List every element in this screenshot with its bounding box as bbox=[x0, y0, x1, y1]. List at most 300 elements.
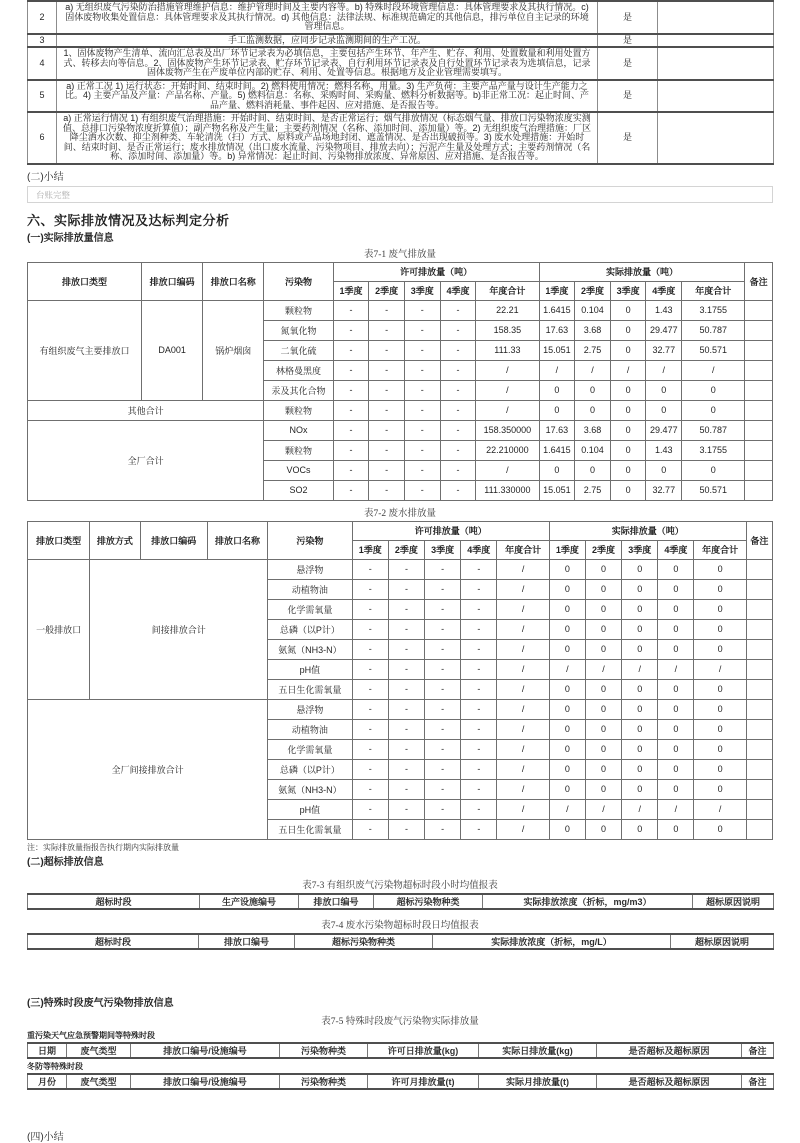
actual-value-cell: 3.68 bbox=[575, 420, 611, 440]
permitted-value-cell: - bbox=[425, 719, 461, 739]
header-outlet-name: 排放口名称 bbox=[207, 521, 267, 559]
permitted-value-cell: - bbox=[461, 559, 497, 579]
pollutant-cell: 动植物油 bbox=[268, 579, 352, 599]
permitted-value-cell: - bbox=[369, 400, 405, 420]
actual-value-cell: 0 bbox=[658, 779, 694, 799]
permitted-value-cell: - bbox=[404, 320, 440, 340]
summary-2-field: 台账完整 bbox=[27, 186, 773, 203]
actual-value-cell: 0 bbox=[694, 719, 746, 739]
permitted-value-cell: - bbox=[388, 659, 424, 679]
pollutant-cell: 总磷（以P计） bbox=[268, 619, 352, 639]
column-header: 超标污染物种类 bbox=[295, 934, 433, 949]
column-header: 2季度 bbox=[575, 281, 611, 300]
header-discharge-mode: 排放方式 bbox=[90, 521, 140, 559]
row-number: 6 bbox=[28, 112, 57, 164]
permitted-value-cell: / bbox=[497, 819, 549, 839]
column-header: 3季度 bbox=[425, 540, 461, 559]
permitted-value-cell: / bbox=[476, 360, 539, 380]
remark-cell bbox=[745, 400, 773, 420]
requirement-text: 1、固体废物产生清单、流向汇总表及出厂环节记录表为必填信息，主要包括产生环节、年产生、贮存、利用、处置数量和利用处置方式、转移去向等信息。2、固体废物产生环节记录表、贮存环节记录表、自行利用环节记录表及自行处置环节记录表为选填信息，记录固体废物产生在产废单位内部的贮存、利用、处置等信息。根据地方及企业管理需要填写。 bbox=[57, 47, 598, 80]
column-header: 实际排放浓度（折标，mg/m3） bbox=[483, 894, 693, 909]
table-7-1-gas-emissions bbox=[27, 262, 773, 501]
column-header: 1季度 bbox=[333, 281, 369, 300]
header-outlet-code: 排放口编码 bbox=[140, 521, 207, 559]
actual-value-cell: 29.477 bbox=[646, 320, 682, 340]
column-header: 4季度 bbox=[646, 281, 682, 300]
remark-cell bbox=[658, 47, 774, 80]
actual-value-cell: 0 bbox=[622, 619, 658, 639]
column-header: 日期 bbox=[28, 1043, 67, 1058]
pollutant-cell: 林格曼黑度 bbox=[264, 360, 333, 380]
actual-value-cell: 15.051 bbox=[539, 480, 575, 500]
actual-value-cell: / bbox=[694, 659, 746, 679]
permitted-value-cell: - bbox=[461, 739, 497, 759]
actual-value-cell: 0 bbox=[549, 559, 585, 579]
table-row bbox=[28, 300, 773, 320]
header-pollutant: 污染物 bbox=[264, 262, 333, 300]
table-7-3-caption: 表7-3 有组织废气污染物超标时段小时均值报表 bbox=[302, 880, 498, 891]
actual-value-cell: / bbox=[585, 659, 621, 679]
actual-value-cell: 0 bbox=[575, 380, 611, 400]
table-header-row bbox=[28, 521, 773, 540]
remark-cell bbox=[746, 779, 772, 799]
permitted-value-cell: / bbox=[497, 679, 549, 699]
permitted-value-cell: - bbox=[404, 460, 440, 480]
header-actual-amount: 实际排放量（吨） bbox=[549, 521, 746, 540]
pollutant-cell: 五日生化需氧量 bbox=[268, 819, 352, 839]
permitted-value-cell: - bbox=[333, 480, 369, 500]
permitted-value-cell: - bbox=[404, 440, 440, 460]
permitted-value-cell: 22.21 bbox=[476, 300, 539, 320]
header-outlet-type: 排放口类型 bbox=[28, 262, 142, 300]
table-7-2-water-emissions bbox=[27, 521, 773, 840]
permitted-value-cell: - bbox=[461, 719, 497, 739]
column-header: 4季度 bbox=[461, 540, 497, 559]
actual-value-cell: 3.1755 bbox=[682, 440, 745, 460]
remark-cell bbox=[746, 599, 772, 619]
column-header: 年度合计 bbox=[497, 540, 549, 559]
actual-value-cell: 0 bbox=[622, 699, 658, 719]
remark-cell bbox=[746, 819, 772, 839]
permitted-value-cell: - bbox=[425, 619, 461, 639]
actual-value-cell: 0 bbox=[622, 739, 658, 759]
actual-value-cell: 0 bbox=[539, 460, 575, 480]
actual-value-cell: 0 bbox=[575, 400, 611, 420]
column-header: 生产设施编号 bbox=[200, 894, 299, 909]
compliance-flag: 是 bbox=[598, 1, 658, 34]
actual-value-cell: 1.6415 bbox=[539, 300, 575, 320]
remark-cell bbox=[745, 300, 773, 320]
actual-value-cell: 0 bbox=[549, 719, 585, 739]
permitted-value-cell: 22.210000 bbox=[476, 440, 539, 460]
column-header: 备注 bbox=[742, 1074, 774, 1089]
requirement-text: a) 正常运行情况 1) 有组织废气治理措施：开始时间、结束时间、是否正常运行；烟气排放情况（标态烟气量、排放口污染物浓度实测值、总排口污染物浓度折算值）；副产物名称及产生量；主要药剂情况（名称、添加时间、添加量）等。2) 无组织废气治理措施：厂区降尘洒水次数、抑尘剂种类、车轮清洗（扫）方式、原料或产品场地封闭、遮盖情况、是否出现破损等。3) 废水处理措施：开始时间、结束时间、是否正常运行；废水排放情况（出口废水流量、污染物项目、排放去向）；污泥产生量及处理方式；主要药剂情况（名称、添加时间、添加量）等。b) 异常情况：起止时间、污染物排放浓度、异常原因、应对措施、是否报告等。 bbox=[57, 112, 598, 164]
pollutant-cell: SO2 bbox=[264, 480, 333, 500]
permitted-value-cell: - bbox=[369, 440, 405, 460]
permitted-value-cell: - bbox=[425, 819, 461, 839]
column-header: 废气类型 bbox=[67, 1074, 131, 1089]
column-header: 排放口编号 bbox=[299, 894, 374, 909]
outlet-cell: 间接排放合计 bbox=[90, 559, 268, 699]
permitted-value-cell: - bbox=[333, 300, 369, 320]
actual-value-cell: 3.68 bbox=[575, 320, 611, 340]
table-7-5-winter-period bbox=[27, 1073, 774, 1090]
header-remark: 备注 bbox=[745, 262, 773, 300]
column-header: 1季度 bbox=[539, 281, 575, 300]
actual-value-cell: / bbox=[575, 360, 611, 380]
actual-value-cell: 1.6415 bbox=[539, 440, 575, 460]
permitted-value-cell: - bbox=[425, 659, 461, 679]
permitted-value-cell: - bbox=[425, 679, 461, 699]
permitted-value-cell: - bbox=[404, 380, 440, 400]
actual-value-cell: 0 bbox=[622, 639, 658, 659]
permitted-value-cell: - bbox=[461, 779, 497, 799]
actual-value-cell: / bbox=[610, 360, 646, 380]
actual-value-cell: 0 bbox=[610, 460, 646, 480]
heavy-pollution-period-label: 重污染天气应急预警期间等特殊时段 bbox=[27, 1030, 155, 1040]
actual-value-cell: / bbox=[646, 360, 682, 380]
table-row bbox=[28, 559, 773, 579]
column-header: 排放口编号/设施编号 bbox=[131, 1043, 280, 1058]
actual-value-cell: / bbox=[694, 799, 746, 819]
actual-value-cell: 0 bbox=[610, 400, 646, 420]
actual-value-cell: 0 bbox=[622, 579, 658, 599]
permitted-value-cell: - bbox=[461, 619, 497, 639]
actual-value-cell: 0 bbox=[610, 300, 646, 320]
table-header-row bbox=[28, 262, 773, 281]
actual-value-cell: 32.77 bbox=[646, 340, 682, 360]
pollutant-cell: NOx bbox=[264, 420, 333, 440]
permitted-value-cell: - bbox=[352, 779, 388, 799]
actual-value-cell: 0 bbox=[549, 599, 585, 619]
header-outlet-type: 排放口类型 bbox=[28, 521, 90, 559]
permitted-value-cell: - bbox=[461, 579, 497, 599]
summary-4-heading: (四)小结 bbox=[27, 1131, 64, 1143]
pollutant-cell: 动植物油 bbox=[268, 719, 352, 739]
permitted-value-cell: - bbox=[352, 639, 388, 659]
permitted-value-cell: - bbox=[404, 420, 440, 440]
header-actual-amount: 实际排放量（吨） bbox=[539, 262, 745, 281]
permitted-value-cell: - bbox=[369, 300, 405, 320]
actual-value-cell: 0 bbox=[585, 579, 621, 599]
actual-value-cell: 0 bbox=[585, 719, 621, 739]
remark-cell bbox=[746, 659, 772, 679]
table-7-3-gas-exceedance bbox=[27, 893, 774, 910]
ledger-row bbox=[28, 1, 774, 34]
permitted-value-cell: / bbox=[476, 460, 539, 480]
outlet-cell: 有组织废气主要排放口 bbox=[28, 300, 142, 400]
permitted-value-cell: - bbox=[440, 420, 476, 440]
ledger-row bbox=[28, 34, 774, 48]
permitted-value-cell: - bbox=[388, 619, 424, 639]
permitted-value-cell: - bbox=[369, 380, 405, 400]
permitted-value-cell: - bbox=[440, 300, 476, 320]
remark-cell bbox=[745, 460, 773, 480]
actual-value-cell: 0 bbox=[585, 699, 621, 719]
actual-value-cell: 0 bbox=[585, 679, 621, 699]
actual-value-cell: 0 bbox=[610, 320, 646, 340]
actual-value-cell: 0 bbox=[585, 639, 621, 659]
actual-value-cell: 0 bbox=[646, 460, 682, 480]
remark-cell bbox=[746, 639, 772, 659]
permitted-value-cell: - bbox=[461, 759, 497, 779]
actual-value-cell: 0 bbox=[682, 400, 745, 420]
actual-value-cell: 0 bbox=[610, 440, 646, 460]
subsection-exceedance: (二)超标排放信息 bbox=[27, 856, 104, 868]
permitted-value-cell: / bbox=[497, 739, 549, 759]
actual-value-cell: 0 bbox=[682, 380, 745, 400]
permitted-value-cell: - bbox=[388, 779, 424, 799]
column-header: 排放口编号 bbox=[199, 934, 295, 949]
permitted-value-cell: - bbox=[369, 340, 405, 360]
permitted-value-cell: - bbox=[404, 300, 440, 320]
column-header: 年度合计 bbox=[682, 281, 745, 300]
actual-value-cell: 0 bbox=[694, 819, 746, 839]
permitted-value-cell: 158.350000 bbox=[476, 420, 539, 440]
column-header: 实际排放浓度（折标，mg/L） bbox=[433, 934, 671, 949]
header-remark: 备注 bbox=[746, 521, 772, 559]
permitted-value-cell: - bbox=[461, 699, 497, 719]
table-header-row bbox=[28, 1043, 774, 1058]
remark-cell bbox=[658, 34, 774, 48]
actual-value-cell: 0 bbox=[549, 579, 585, 599]
actual-value-cell: 1.43 bbox=[646, 440, 682, 460]
actual-value-cell: 50.787 bbox=[682, 320, 745, 340]
permitted-value-cell: - bbox=[440, 400, 476, 420]
permitted-value-cell: - bbox=[461, 659, 497, 679]
remark-cell bbox=[746, 799, 772, 819]
actual-value-cell: 0 bbox=[539, 380, 575, 400]
permitted-value-cell: - bbox=[440, 460, 476, 480]
permitted-value-cell: - bbox=[461, 679, 497, 699]
pollutant-cell: 颗粒物 bbox=[264, 440, 333, 460]
column-header: 超标污染物种类 bbox=[374, 894, 483, 909]
permitted-value-cell: - bbox=[333, 380, 369, 400]
actual-value-cell: 0 bbox=[585, 619, 621, 639]
ledger-row bbox=[28, 80, 774, 113]
permitted-value-cell: - bbox=[352, 599, 388, 619]
permitted-value-cell: - bbox=[440, 340, 476, 360]
remark-cell bbox=[746, 739, 772, 759]
permitted-value-cell: - bbox=[461, 799, 497, 819]
actual-value-cell: 15.051 bbox=[539, 340, 575, 360]
permitted-value-cell: - bbox=[425, 759, 461, 779]
permitted-value-cell: - bbox=[440, 440, 476, 460]
actual-value-cell: 0 bbox=[622, 819, 658, 839]
header-permitted-amount: 许可排放量（吨） bbox=[333, 262, 539, 281]
row-number: 4 bbox=[28, 47, 57, 80]
pollutant-cell: 氨氮（NH3-N） bbox=[268, 779, 352, 799]
pollutant-cell: 氨氮（NH3-N） bbox=[268, 639, 352, 659]
actual-value-cell: 0 bbox=[622, 719, 658, 739]
pollutant-cell: 氮氧化物 bbox=[264, 320, 333, 340]
remark-cell bbox=[746, 559, 772, 579]
permitted-value-cell: - bbox=[352, 619, 388, 639]
column-header: 是否超标及超标原因 bbox=[597, 1043, 742, 1058]
permitted-value-cell: / bbox=[476, 400, 539, 420]
row-number: 5 bbox=[28, 80, 57, 113]
ledger-row bbox=[28, 112, 774, 164]
actual-value-cell: 0 bbox=[622, 559, 658, 579]
column-header: 2季度 bbox=[585, 540, 621, 559]
subsection-actual-emissions: (一)实际排放量信息 bbox=[27, 232, 114, 244]
actual-value-cell: 0 bbox=[549, 779, 585, 799]
pollutant-cell: 汞及其化合物 bbox=[264, 380, 333, 400]
permitted-value-cell: - bbox=[352, 799, 388, 819]
permitted-value-cell: 111.33 bbox=[476, 340, 539, 360]
actual-value-cell: 0 bbox=[585, 559, 621, 579]
compliance-flag: 是 bbox=[598, 80, 658, 113]
pollutant-cell: 颗粒物 bbox=[264, 300, 333, 320]
table-7-4-caption: 表7-4 废水污染物超标时段日均值报表 bbox=[321, 920, 479, 931]
header-outlet-name: 排放口名称 bbox=[203, 262, 264, 300]
actual-value-cell: 0 bbox=[658, 739, 694, 759]
column-header: 年度合计 bbox=[694, 540, 746, 559]
permitted-value-cell: - bbox=[425, 699, 461, 719]
permitted-value-cell: - bbox=[425, 559, 461, 579]
ledger-requirements-table bbox=[27, 0, 774, 165]
ledger-row bbox=[28, 47, 774, 80]
actual-value-cell: 0 bbox=[585, 759, 621, 779]
actual-value-cell: 0 bbox=[549, 639, 585, 659]
actual-value-cell: 0 bbox=[622, 759, 658, 779]
remark-cell bbox=[746, 619, 772, 639]
permitted-value-cell: - bbox=[388, 719, 424, 739]
permitted-value-cell: - bbox=[369, 460, 405, 480]
remark-cell bbox=[746, 679, 772, 699]
actual-value-cell: / bbox=[539, 360, 575, 380]
actual-value-cell: / bbox=[549, 659, 585, 679]
actual-value-cell: 0 bbox=[549, 619, 585, 639]
permitted-value-cell: / bbox=[497, 719, 549, 739]
compliance-flag: 是 bbox=[598, 112, 658, 164]
actual-value-cell: 0 bbox=[694, 579, 746, 599]
remark-cell bbox=[745, 420, 773, 440]
column-header: 4季度 bbox=[440, 281, 476, 300]
outlet-cell: 全厂合计 bbox=[28, 420, 264, 500]
column-header: 许可月排放量(t) bbox=[368, 1074, 479, 1089]
actual-value-cell: 0 bbox=[694, 739, 746, 759]
actual-value-cell: 0 bbox=[646, 380, 682, 400]
actual-value-cell: 0 bbox=[549, 739, 585, 759]
actual-value-cell: 0 bbox=[694, 619, 746, 639]
permitted-value-cell: / bbox=[497, 779, 549, 799]
row-number: 3 bbox=[28, 34, 57, 48]
actual-value-cell: / bbox=[658, 659, 694, 679]
actual-value-cell: 0 bbox=[658, 679, 694, 699]
permitted-value-cell: - bbox=[388, 679, 424, 699]
column-header: 排放口编号/设施编号 bbox=[131, 1074, 280, 1089]
actual-value-cell: 0.104 bbox=[575, 300, 611, 320]
actual-value-cell: 0 bbox=[658, 579, 694, 599]
permitted-value-cell: / bbox=[497, 639, 549, 659]
permitted-value-cell: / bbox=[476, 380, 539, 400]
column-header: 超标原因说明 bbox=[671, 934, 774, 949]
permitted-value-cell: - bbox=[352, 739, 388, 759]
permitted-value-cell: / bbox=[497, 599, 549, 619]
actual-value-cell: 0.104 bbox=[575, 440, 611, 460]
compliance-flag: 是 bbox=[598, 47, 658, 80]
permitted-value-cell: - bbox=[404, 340, 440, 360]
actual-value-cell: 2.75 bbox=[575, 480, 611, 500]
permitted-value-cell: - bbox=[333, 460, 369, 480]
remark-cell bbox=[745, 440, 773, 460]
actual-value-cell: 0 bbox=[610, 420, 646, 440]
permitted-value-cell: - bbox=[388, 599, 424, 619]
column-header: 1季度 bbox=[352, 540, 388, 559]
actual-value-cell: 0 bbox=[694, 679, 746, 699]
remark-cell bbox=[745, 340, 773, 360]
outlet-cell: 全厂间接排放合计 bbox=[28, 699, 268, 839]
subsection-special-periods: (三)特殊时段废气污染物排放信息 bbox=[27, 997, 174, 1009]
actual-value-cell: 0 bbox=[622, 679, 658, 699]
requirement-text: a) 正常工况 1) 运行状态：开始时间、结束时间。2) 燃料使用情况：燃料名称、用量。3) 生产负荷：主要产品产量与设计生产能力之比。4) 主要产品及产量：产品名称、产量。5) 燃料信息：名称、采购时间、采购量、燃料分析数据等。b)非正常工况：起止时间、产品产量、燃料消耗量、事件起因、应对措施、是否报告等。 bbox=[57, 80, 598, 113]
compliance-flag: 是 bbox=[598, 34, 658, 48]
actual-value-cell: 0 bbox=[694, 759, 746, 779]
remark-cell bbox=[745, 320, 773, 340]
actual-value-cell: 0 bbox=[585, 599, 621, 619]
permitted-value-cell: - bbox=[352, 699, 388, 719]
actual-value-cell: 0 bbox=[549, 759, 585, 779]
remark-cell bbox=[746, 699, 772, 719]
actual-value-cell: 0 bbox=[658, 599, 694, 619]
permitted-value-cell: - bbox=[461, 639, 497, 659]
actual-emission-note: 注：实际排放量指报告执行期内实际排放量 bbox=[27, 842, 179, 852]
actual-value-cell: 50.571 bbox=[682, 340, 745, 360]
actual-value-cell: 0 bbox=[682, 460, 745, 480]
row-number: 2 bbox=[28, 1, 57, 34]
actual-value-cell: / bbox=[585, 799, 621, 819]
permitted-value-cell: / bbox=[497, 619, 549, 639]
table-header-row bbox=[28, 1074, 774, 1089]
pollutant-cell: pH值 bbox=[268, 799, 352, 819]
pollutant-cell: 化学需氧量 bbox=[268, 739, 352, 759]
actual-value-cell: 17.63 bbox=[539, 320, 575, 340]
column-header: 年度合计 bbox=[476, 281, 539, 300]
permitted-value-cell: - bbox=[388, 639, 424, 659]
actual-value-cell: 0 bbox=[549, 819, 585, 839]
actual-value-cell: 0 bbox=[539, 400, 575, 420]
actual-value-cell: 0 bbox=[658, 699, 694, 719]
column-header: 污染物种类 bbox=[280, 1074, 368, 1089]
actual-value-cell: 1.43 bbox=[646, 300, 682, 320]
permitted-value-cell: - bbox=[404, 360, 440, 380]
permitted-value-cell: / bbox=[497, 699, 549, 719]
actual-value-cell: 3.1755 bbox=[682, 300, 745, 320]
remark-cell bbox=[745, 380, 773, 400]
header-outlet-code: 排放口编码 bbox=[142, 262, 203, 300]
permitted-value-cell: - bbox=[388, 819, 424, 839]
outlet-cell: 锅炉烟囱 bbox=[203, 300, 264, 400]
outlet-cell: DA001 bbox=[142, 300, 203, 400]
column-header: 超标时段 bbox=[28, 894, 200, 909]
permitted-value-cell: - bbox=[461, 819, 497, 839]
winter-period-label: 冬防等特殊时段 bbox=[27, 1061, 83, 1071]
column-header: 超标时段 bbox=[28, 934, 199, 949]
table-7-5-caption: 表7-5 特殊时段废气污染物实际排放量 bbox=[321, 1016, 479, 1027]
actual-value-cell: 0 bbox=[610, 340, 646, 360]
actual-value-cell: / bbox=[549, 799, 585, 819]
permitted-value-cell: - bbox=[333, 400, 369, 420]
permitted-value-cell: - bbox=[352, 759, 388, 779]
table-row bbox=[28, 420, 773, 440]
permitted-value-cell: - bbox=[440, 380, 476, 400]
column-header: 是否超标及超标原因 bbox=[597, 1074, 742, 1089]
column-header: 4季度 bbox=[658, 540, 694, 559]
permitted-value-cell: - bbox=[388, 559, 424, 579]
column-header: 3季度 bbox=[622, 540, 658, 559]
permitted-value-cell: - bbox=[352, 659, 388, 679]
